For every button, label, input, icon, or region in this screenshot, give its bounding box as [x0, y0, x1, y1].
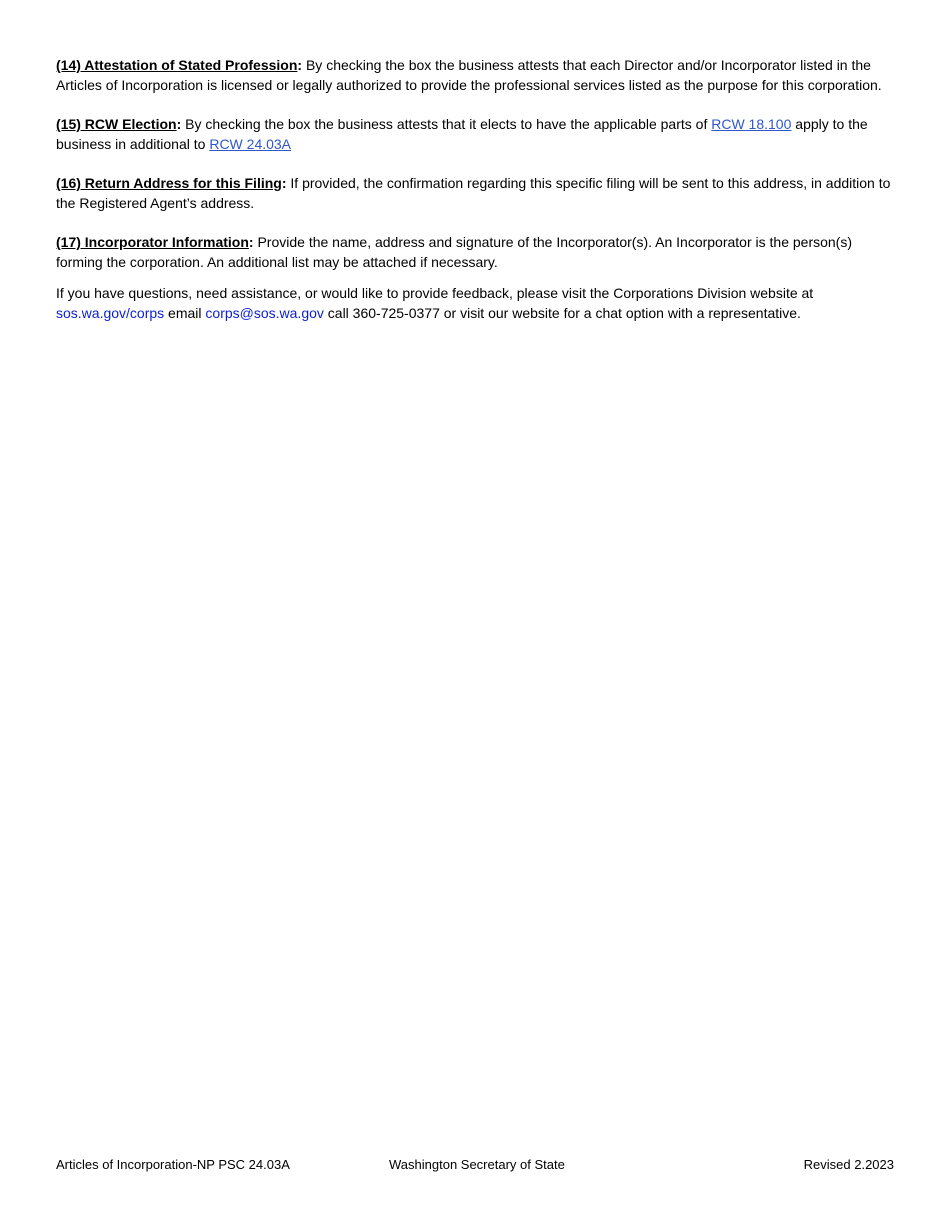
section-16-colon: :: [281, 175, 287, 191]
footer-form-name: Articles of Incorporation-NP PSC 24.03A: [56, 1157, 290, 1172]
footer-agency: Washington Secretary of State: [389, 1157, 565, 1172]
website-link[interactable]: sos.wa.gov/corps: [56, 304, 165, 321]
contact-text-2: email: [164, 304, 206, 321]
section-17-colon: :: [248, 234, 254, 250]
page-footer: [56, 1157, 894, 1175]
section-15-rcw-election: [56, 115, 896, 154]
footer-revision: Revised 2.2023: [803, 1157, 894, 1172]
section-17-text: Provide the name, address and signature of the Incorporator(s). An Incorporator is the person(s) forming the corporation. An additional list may be attached if necessary.: [56, 234, 853, 270]
section-15-heading: (15) RCW Election: [56, 116, 177, 132]
section-16-heading: (16) Return Address for this Filing: [56, 175, 282, 191]
contact-text-3: call 360-725-0377 or visit our website for a chat option with a representative.: [323, 304, 801, 321]
section-17-incorporator-info: [56, 233, 896, 272]
section-15-text-middle: apply to the business in additional to: [56, 116, 868, 152]
section-16-return-address: [56, 174, 896, 213]
section-15-colon: :: [176, 116, 182, 132]
document-body: [56, 56, 896, 343]
section-14-heading: (14) Attestation of Stated Profession: [56, 57, 298, 73]
section-16-text: If provided, the confirmation regarding this specific filing will be sent to this address, in addition to the Registered Agent’s address.: [56, 175, 891, 211]
section-15-text-before: By checking the box the business attests that it elects to have the applicable parts of: [181, 116, 712, 132]
section-14-attestation: [56, 56, 896, 95]
email-link[interactable]: corps@sos.wa.gov: [205, 304, 324, 321]
rcw-24-03a-link[interactable]: RCW 24.03A: [209, 135, 292, 152]
section-14-colon: :: [297, 57, 303, 73]
contact-paragraph: [56, 284, 896, 323]
section-17-heading: (17) Incorporator Information: [56, 234, 249, 250]
section-14-text: By checking the box the business attests that each Director and/or Incorporator listed in the Articles of Incorporation is licensed or legally authorized to provide the professional services listed as the purpose for this corporation.: [56, 57, 882, 93]
rcw-18-100-link[interactable]: RCW 18.100: [711, 116, 792, 132]
contact-text-1: If you have questions, need assistance, or would like to provide feedback, please visit the Corporations Division website at: [56, 285, 814, 301]
